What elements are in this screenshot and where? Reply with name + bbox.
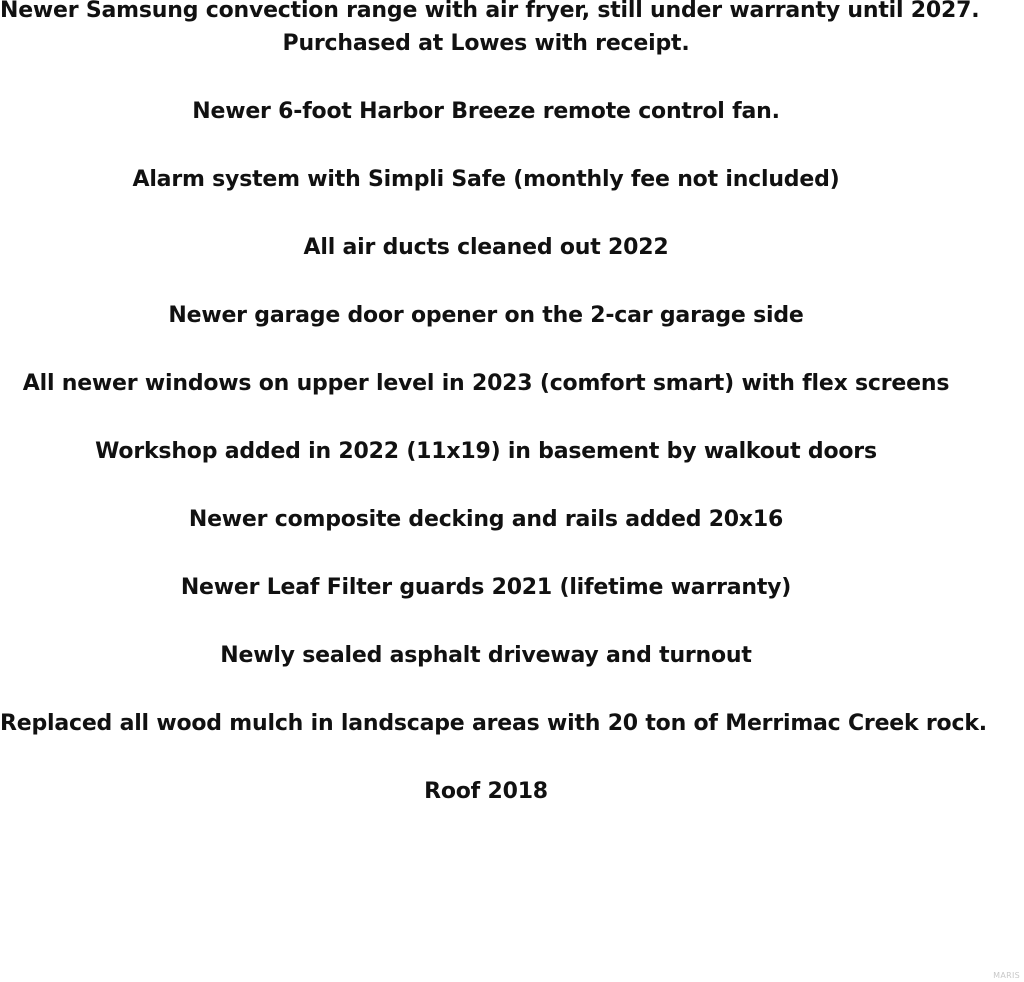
feature-line-air-ducts: All air ducts cleaned out 2022	[303, 235, 669, 260]
feature-line-alarm: Alarm system with Simpli Safe (monthly fee not included)	[132, 167, 840, 192]
feature-line-windows: All newer windows on upper level in 2023 (comfort smart) with flex screens	[22, 371, 950, 396]
feature-line-workshop: Workshop added in 2022 (11x19) in basement by walkout doors	[95, 439, 877, 464]
feature-line-leaf-filter: Newer Leaf Filter guards 2021 (lifetime warranty)	[180, 575, 792, 600]
feature-line-range-receipt: Purchased at Lowes with receipt.	[282, 31, 690, 56]
feature-line-range: Newer Samsung convection range with air fryer, still under warranty until 2027.	[0, 0, 980, 23]
feature-line-landscape-rock: Replaced all wood mulch in landscape areas with 20 ton of Merrimac Creek rock.	[0, 711, 987, 736]
feature-line-driveway: Newly sealed asphalt driveway and turnout	[220, 643, 752, 668]
feature-line-decking: Newer composite decking and rails added 20x16	[188, 507, 784, 532]
feature-line-garage-opener: Newer garage door opener on the 2-car garage side	[168, 303, 804, 328]
feature-line-fan: Newer 6-foot Harbor Breeze remote control fan.	[192, 99, 780, 124]
feature-line-roof: Roof 2018	[424, 779, 548, 804]
watermark: MARIS	[993, 971, 1020, 980]
